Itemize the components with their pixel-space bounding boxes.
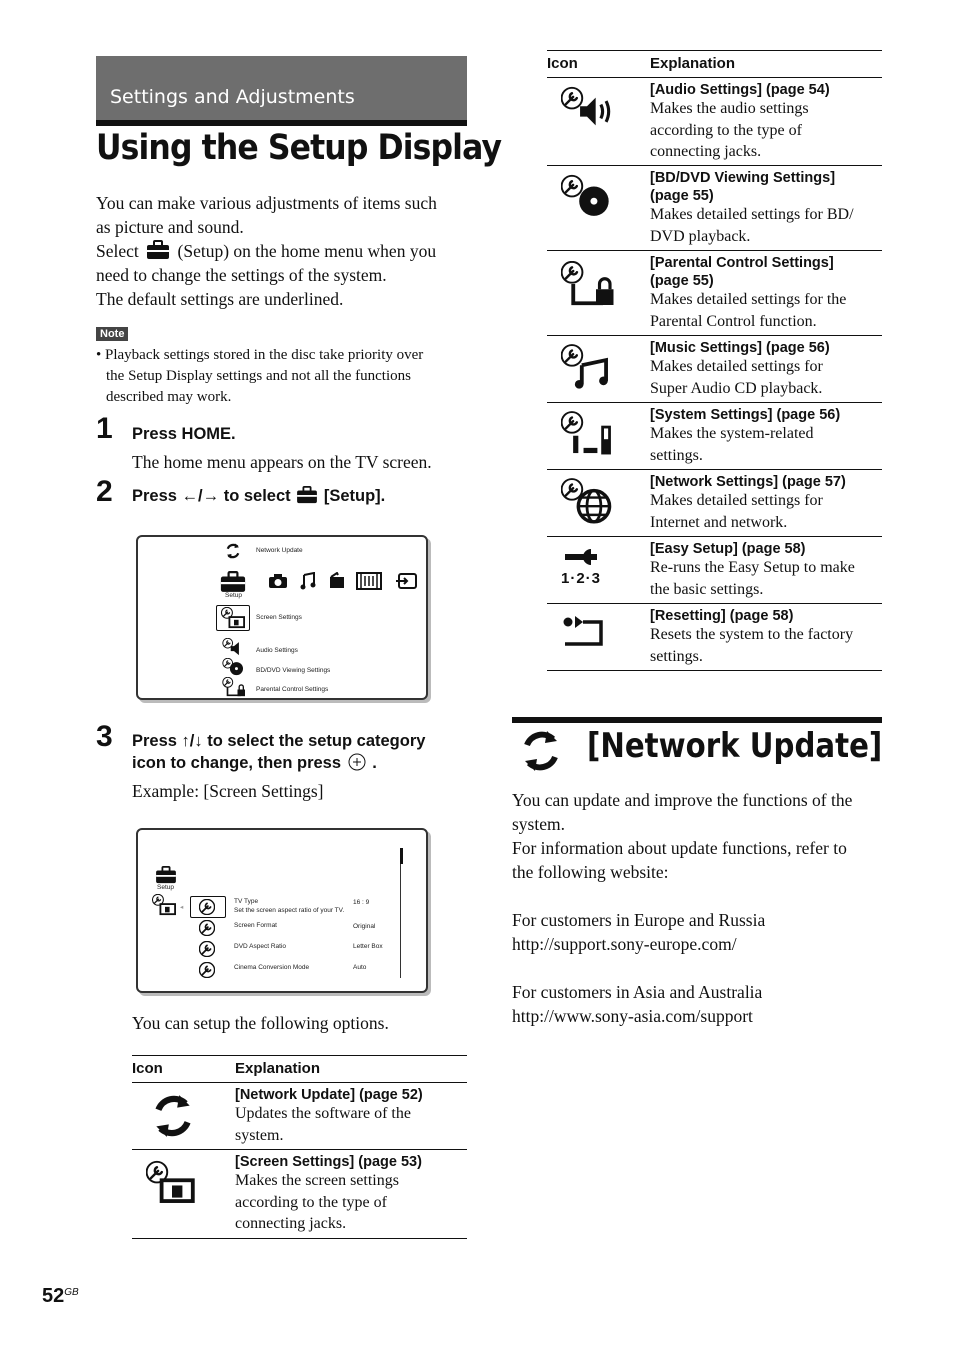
asia-url[interactable]: http://www.sony-asia.com/support <box>512 1006 753 1026</box>
note-text: • Playback settings stored in the disc take priority over the Setup Display settings and not all the functions described may work. <box>96 347 424 405</box>
menu-label-network-update: Network Update <box>256 547 303 554</box>
page-title: Using the Setup Display <box>96 128 502 168</box>
network-settings-icon <box>561 478 613 524</box>
table-row <box>547 403 882 470</box>
table-row <box>132 1150 467 1239</box>
row-title: [System Settings] (page 56) <box>650 407 841 423</box>
resetting-icon <box>563 616 609 650</box>
screen-settings-icon <box>220 607 248 629</box>
row-title: [Audio Settings] (page 54) <box>650 82 830 98</box>
intro-line: The default settings are underlined. <box>96 289 344 309</box>
row-description: Makes detailed settings for BD/ DVD playback. <box>650 206 854 245</box>
film-icon <box>356 572 382 590</box>
section-heading: [Network Update] <box>587 726 883 766</box>
row-description: Makes the screen settings according to the type of connecting jacks. <box>235 1172 399 1232</box>
option-value: 16 : 9 <box>353 899 370 906</box>
home-menu-screenshot <box>136 535 428 700</box>
easy-setup-icon <box>565 545 607 569</box>
intro-paragraph <box>96 191 471 311</box>
table-header: Icon Explanation <box>132 1056 467 1083</box>
parental-control-icon <box>222 677 248 697</box>
step-heading: Press ←/→ to select [Setup]. <box>132 487 386 505</box>
step-body: The home menu appears on the TV screen. <box>132 452 432 472</box>
row-title: [Network Update] (page 52) <box>235 1087 423 1103</box>
row-title: [Screen Settings] (page 53) <box>235 1154 422 1170</box>
row-description: Makes detailed settings for the Parental Control function. <box>650 291 847 330</box>
table-row <box>547 604 882 671</box>
section-rule <box>512 717 882 723</box>
camera-icon <box>268 573 288 589</box>
screen-settings-icon <box>146 1160 198 1204</box>
option-label: Screen Format <box>234 922 277 929</box>
audio-settings-icon <box>561 86 613 130</box>
page-number: $52^{GB}$ <box>42 1285 79 1307</box>
step-number: 2 <box>96 475 113 508</box>
toolbox-icon <box>295 486 319 504</box>
options-table-right <box>547 50 882 671</box>
options-table-left <box>132 1055 467 1239</box>
video-camera-icon <box>328 572 346 590</box>
audio-settings-icon <box>222 638 246 656</box>
row-description: Resets the system to the factory settings. <box>650 626 854 665</box>
row-title: [BD/DVD Viewing Settings] (page 55) <box>650 170 836 204</box>
menu-label-screen-settings: Screen Settings <box>256 614 302 621</box>
row-description: Updates the software of the system. <box>235 1105 411 1144</box>
menu-label-setup: Setup <box>225 592 242 599</box>
step-number: 3 <box>96 720 113 753</box>
screen-settings-screenshot <box>136 828 428 993</box>
row-title: [Network Settings] (page 57) <box>650 474 846 490</box>
wrench-icon <box>199 962 215 978</box>
system-settings-icon <box>561 411 613 457</box>
toolbox-icon <box>218 571 248 593</box>
row-description: Re-runs the Easy Setup to make the basic settings. <box>650 559 855 598</box>
option-value: Original <box>353 923 376 930</box>
row-title: [Resetting] (page 58) <box>650 608 794 624</box>
step-heading: Press HOME. <box>132 425 236 443</box>
network-update-icon <box>514 727 568 775</box>
row-title: [Music Settings] (page 56) <box>650 340 830 356</box>
music-icon <box>300 572 316 590</box>
row-description: Makes detailed settings for Internet and network. <box>650 492 823 531</box>
step-heading: Press ↑/↓ to select the setup category icon to change, then press . <box>132 732 426 772</box>
network-update-icon <box>224 542 242 560</box>
row-title: [Easy Setup] (page 58) <box>650 541 806 557</box>
section-banner <box>96 56 467 120</box>
intro-line: Select (Setup) on the home menu when you <box>96 241 437 261</box>
section-label: Settings and Adjustments <box>110 86 355 108</box>
setup-label: Setup <box>157 884 174 891</box>
intro-line: You can make various adjustments of items such <box>96 193 437 213</box>
music-settings-icon <box>561 344 613 390</box>
intro-line: as picture and sound. <box>96 217 244 237</box>
arrow-left-icon: ◂ <box>180 904 184 911</box>
bd-dvd-settings-icon <box>222 658 246 676</box>
row-description: Makes the audio settings according to the type of connecting jacks. <box>650 100 809 160</box>
row-description: Makes the system-related settings. <box>650 425 814 464</box>
menu-label-audio-settings: Audio Settings <box>256 647 298 654</box>
option-description: Set the screen aspect ratio of your TV. <box>234 907 345 914</box>
intro-line: need to change the settings of the system. <box>96 265 387 285</box>
menu-label-parental: Parental Control Settings <box>256 686 329 693</box>
toolbox-icon <box>154 866 178 884</box>
options-caption: You can setup the following options. <box>132 1013 389 1033</box>
step-example: Example: [Screen Settings] <box>132 781 324 801</box>
scrollbar-thumb <box>400 848 403 864</box>
option-value: Letter Box <box>353 943 383 950</box>
option-label: Cinema Conversion Mode <box>234 964 310 971</box>
table-row <box>547 537 882 604</box>
step-number: 1 <box>96 412 113 445</box>
wrench-icon <box>199 920 215 936</box>
table-header: Icon Explanation <box>547 51 882 78</box>
banner-rule <box>96 120 467 126</box>
scrollbar-track <box>400 848 403 978</box>
screen-settings-icon <box>152 894 178 916</box>
row-description: Makes detailed settings for Super Audio CD playback. <box>650 358 823 397</box>
option-label: DVD Aspect Ratio <box>234 943 287 950</box>
toolbox-icon <box>145 240 171 260</box>
table-row <box>547 336 882 403</box>
option-label: TV Type <box>234 898 259 905</box>
easy-setup-digits: 1·2·3 <box>561 570 602 587</box>
option-value: Auto <box>353 964 367 971</box>
table-row <box>547 166 882 251</box>
menu-label-bd-dvd: BD/DVD Viewing Settings <box>256 667 331 674</box>
table-row <box>547 78 882 166</box>
enter-button-icon <box>348 753 366 771</box>
wrench-icon <box>199 899 215 915</box>
bd-dvd-settings-icon <box>561 174 613 218</box>
network-update-text: You can update and improve the functions of the system. For information about update functions, refer to the following website: For customers in Europe and Russia http://support.sony-europe.com/ For customers in Asia and Australia http://www.sony-asia.com/support <box>512 788 892 1028</box>
input-icon <box>395 573 417 589</box>
wrench-icon <box>199 941 215 957</box>
table-row <box>547 470 882 537</box>
row-title: [Parental Control Settings] (page 55) <box>650 255 834 289</box>
table-row <box>132 1083 467 1150</box>
parental-control-icon <box>561 261 617 307</box>
network-update-icon <box>148 1091 198 1141</box>
table-row <box>547 251 882 336</box>
europe-url[interactable]: http://support.sony-europe.com/ <box>512 934 737 954</box>
note-label: Note <box>96 327 128 341</box>
